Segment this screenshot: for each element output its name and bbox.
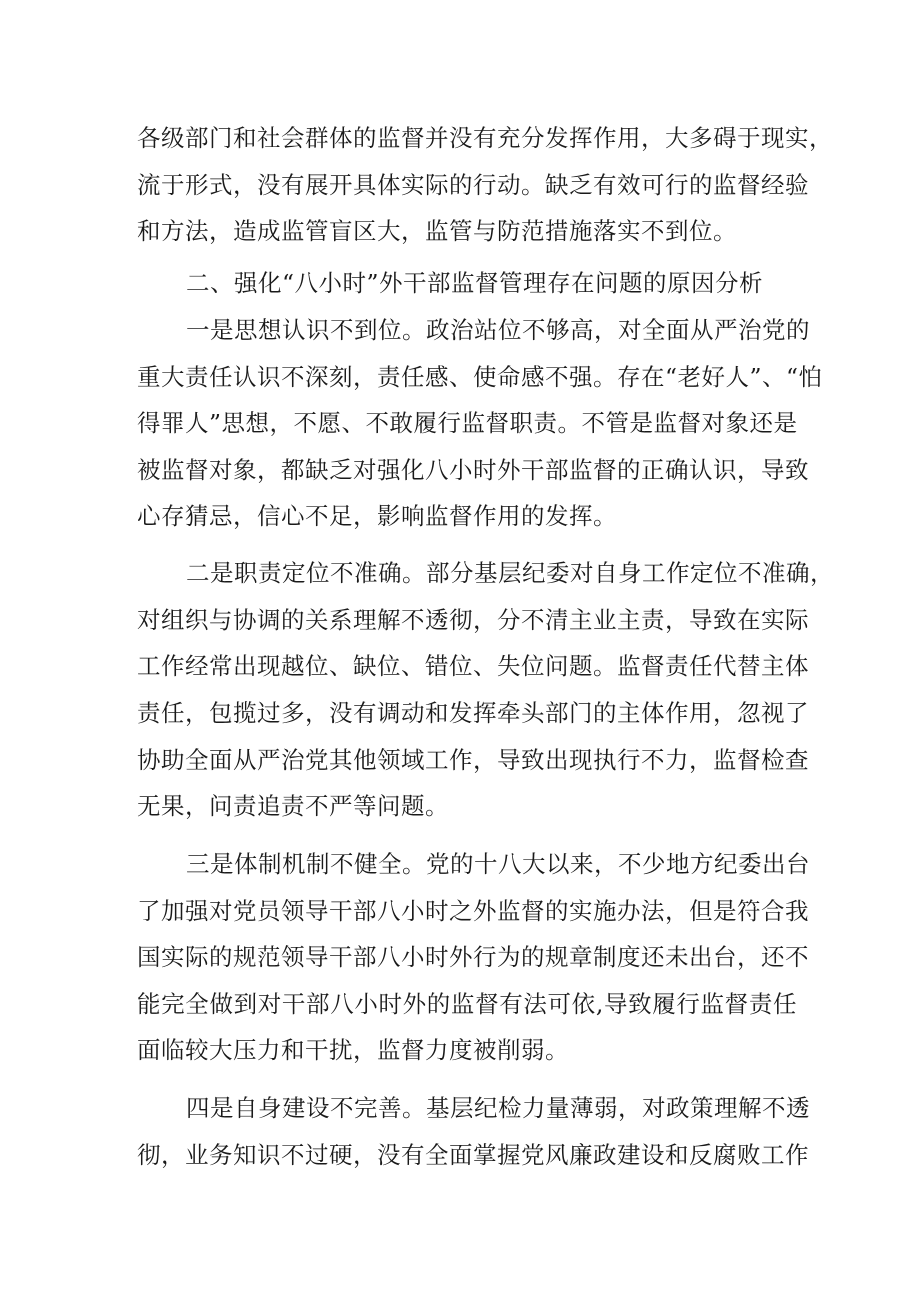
text-line: 责任，包揽过多，没有调动和发挥牵头部门的主体作用，忽视了 [137, 699, 809, 727]
text-line: 对组织与协调的关系理解不透彻，分不清主业主责，导致在实际 [137, 606, 809, 634]
text-line: 四是自身建设不完善。基层纪检力量薄弱，对政策理解不透 [186, 1094, 810, 1122]
text-line: 国实际的规范领导干部八小时外行为的规章制度还未出台，还不 [137, 943, 809, 971]
text-line: 被监督对象，都缺乏对强化八小时外干部监督的正确认识，导致 [137, 456, 809, 484]
text-line: 各级部门和社会群体的监督并没有充分发挥作用，大多碍于现实， [137, 124, 833, 152]
text-line: 彻，业务知识不过硬，没有全面掌握党风廉政建设和反腐败工作 [137, 1141, 809, 1169]
text-line: 面临较大压力和干扰，监督力度被削弱。 [137, 1036, 569, 1064]
text-line: 工作经常出现越位、缺位、错位、失位问题。监督责任代替主体 [137, 652, 809, 680]
text-line: 无果，问责追责不严等问题。 [137, 792, 449, 820]
text-line: 和方法，造成监管盲区大，监管与防范措施落实不到位。 [137, 217, 737, 245]
text-line: 一是思想认识不到位。政治站位不够高，对全面从严治党的 [186, 316, 810, 344]
text-line: 重大责任认识不深刻，责任感、使命感不强。存在“老好人”、“怕 [137, 363, 823, 391]
section-heading: 二、强化“八小时”外干部监督管理存在问题的原因分析 [186, 269, 764, 297]
text-line: 三是体制机制不健全。党的十八大以来，不少地方纪委出台 [186, 850, 810, 878]
text-line: 流于形式，没有展开具体实际的行动。缺乏有效可行的监督经验 [137, 171, 809, 199]
text-line: 协助全面从严治党其他领域工作，导致出现执行不力，监督检查 [137, 746, 809, 774]
text-line: 二是职责定位不准确。部分基层纪委对自身工作定位不准确， [186, 559, 834, 587]
text-line: 得罪人”思想，不愿、不敢履行监督职责。不管是监督对象还是 [137, 409, 798, 437]
text-line: 能完全做到对干部八小时外的监督有法可依,导致履行监督责任 [137, 990, 797, 1018]
text-line: 了加强对党员领导干部八小时之外监督的实施办法，但是符合我 [137, 897, 809, 925]
text-line: 心存猜忌，信心不足，影响监督作用的发挥。 [137, 502, 617, 530]
